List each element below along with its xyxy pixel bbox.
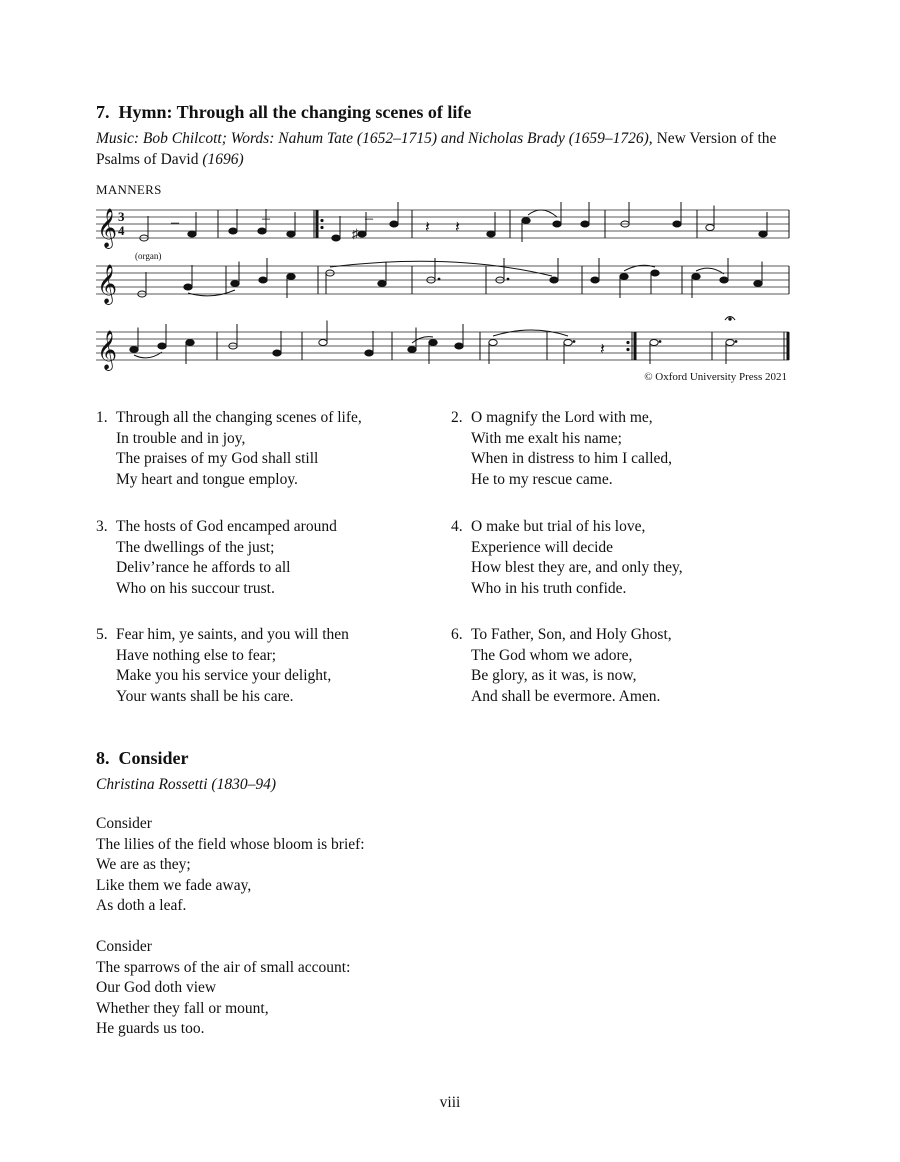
time-signature	[118, 209, 125, 238]
poem-line: Our God doth view	[96, 979, 217, 996]
verse-line: The hosts of God encamped around	[116, 518, 337, 535]
poem-author: Christina Rossetti (1830–94)	[96, 776, 276, 793]
poem-title: Consider	[118, 748, 189, 768]
svg-text:3: 3	[118, 209, 125, 224]
poem-line: As doth a leaf.	[96, 897, 187, 914]
svg-text:𝄽: 𝄽	[600, 341, 605, 358]
svg-text:–: –	[171, 214, 179, 231]
accidentals	[352, 226, 359, 241]
svg-text:4: 4	[118, 223, 125, 238]
verse-6	[451, 625, 771, 707]
svg-text:𝄞: 𝄞	[97, 210, 118, 247]
verse-number: 1.	[96, 409, 108, 426]
repeat-dots	[320, 219, 629, 351]
poem-line: The lilies of the field whose bloom is brief:	[96, 835, 365, 853]
verse-line: And shall be evermore. Amen.	[471, 687, 661, 705]
verse-number: 5.	[96, 626, 108, 643]
verse-line: The praises of my God shall still	[116, 450, 319, 467]
hymn-credit-source: New Version of the Psalms of David	[96, 130, 777, 168]
staff-lines	[96, 210, 789, 360]
verse-line: The dwellings of the just;	[116, 538, 275, 556]
poem-line: Like them we fade away,	[96, 876, 252, 894]
verse-1	[96, 408, 416, 490]
svg-text:♯: ♯	[352, 226, 359, 241]
verse-line: Who in his truth confide.	[471, 579, 627, 597]
tune-name: MANNERS	[96, 182, 162, 197]
verse-line: Make you his service your delight,	[116, 667, 332, 684]
copyright-notice: © Oxford University Press 2021	[644, 371, 787, 383]
verse-line: The God whom we adore,	[471, 646, 633, 664]
svg-text:–: –	[365, 210, 373, 227]
barlines	[217, 210, 789, 360]
hymn-credit-authors: Music: Bob Chilcott; Words: Nahum Tate (1652–1715) and Nicholas Brady (1659–1726),	[96, 130, 653, 147]
poem-line: Whether they fall or mount,	[96, 999, 269, 1017]
hymn-number: 7.	[96, 102, 110, 122]
verse-4	[451, 517, 771, 599]
svg-text:𝄞: 𝄞	[97, 332, 118, 369]
poem-line: He guards us too.	[96, 1020, 205, 1037]
poem-number: 8.	[96, 748, 110, 768]
verse-line: When in distress to him I called,	[471, 450, 673, 467]
hymn-heading	[96, 102, 471, 123]
verse-line: Have nothing else to fear;	[116, 646, 277, 664]
verse-number: 4.	[451, 518, 463, 535]
verse-line: Through all the changing scenes of life,	[116, 409, 362, 426]
verse-number: 6.	[451, 626, 463, 643]
verse-line: Your wants shall be his care.	[116, 687, 294, 705]
verse-number: 3.	[96, 518, 108, 535]
verse-2	[451, 408, 771, 490]
svg-text:𝄞: 𝄞	[97, 266, 118, 303]
verse-line: Who on his succour trust.	[116, 579, 275, 597]
treble-clefs	[97, 209, 117, 371]
music-score	[92, 196, 796, 374]
page-number: viii	[439, 1094, 461, 1111]
verse-line: Be glory, as it was, is now,	[471, 667, 637, 684]
poem-line: Consider	[96, 938, 152, 955]
verse-line: Experience will decide	[471, 538, 614, 556]
verse-3	[96, 517, 416, 599]
poem-line: The sparrows of the air of small account:	[96, 958, 351, 976]
hymn-title: Hymn: Through all the changing scenes of life	[118, 102, 472, 122]
poem-stanza-1	[96, 814, 365, 917]
verse-line: My heart and tongue employ.	[116, 470, 298, 488]
svg-text:𝄽: 𝄽	[455, 219, 460, 236]
hymn-credit-year: (1696)	[202, 151, 244, 168]
verse-line: Deliv’rance he affords to all	[116, 559, 291, 576]
organ-label: (organ)	[135, 251, 162, 261]
verse-number: 2.	[451, 409, 463, 426]
fermata	[725, 317, 735, 321]
verse-line: Fear him, ye saints, and you will then	[116, 626, 349, 643]
verse-line: O magnify the Lord with me,	[471, 409, 653, 426]
svg-text:𝄽: 𝄽	[425, 219, 430, 236]
verse-5	[96, 625, 416, 707]
poem-heading	[96, 748, 189, 769]
verse-line: How blest they are, and only they,	[471, 559, 683, 576]
svg-text:–: –	[262, 210, 270, 227]
verse-line: To Father, Son, and Holy Ghost,	[471, 626, 672, 643]
verse-line: With me exalt his name;	[471, 429, 622, 447]
verse-line: He to my rescue came.	[471, 470, 613, 488]
poem-line: Consider	[96, 815, 152, 832]
poem-line: We are as they;	[96, 856, 191, 873]
poem-stanza-2	[96, 937, 350, 1040]
hymn-credit	[96, 128, 796, 170]
notes	[130, 202, 767, 364]
verse-line: O make but trial of his love,	[471, 518, 646, 535]
verse-line: In trouble and in joy,	[116, 429, 246, 447]
